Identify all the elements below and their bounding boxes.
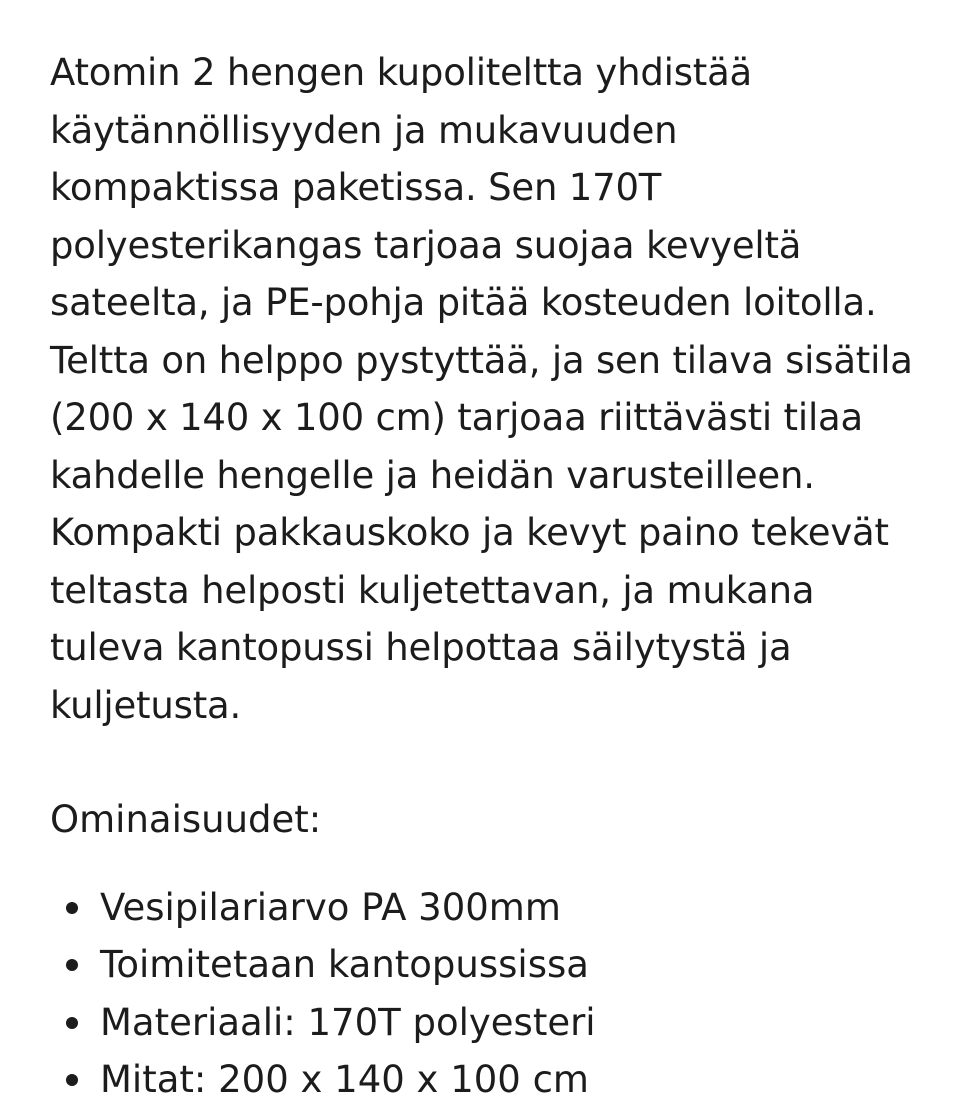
description-line: Teltta on helppo pystyttää, ja sen tilava sisätila [50, 338, 913, 382]
description-line: (200 x 140 x 100 cm) tarjoaa riittävästi tilaa [50, 396, 863, 439]
feature-text: Mitat: 200 x 140 x 100 cm [100, 1058, 589, 1101]
product-description-section [50, 44, 930, 1109]
features-heading: Ominaisuudet: [50, 798, 322, 841]
description-line: teltasta helposti kuljetettavan, ja mukana [50, 568, 815, 612]
description-line: käytännöllisyyden ja mukavuuden [50, 108, 678, 152]
bullet-icon [66, 1017, 78, 1029]
feature-item [50, 936, 930, 994]
description-line: kahdelle hengelle ja heidän varusteilleen. [50, 453, 815, 497]
features-list [50, 879, 930, 1109]
bullet-icon [66, 1074, 78, 1086]
bullet-icon [66, 959, 78, 971]
bullet-icon [66, 902, 78, 914]
description-line: kompaktissa paketissa. Sen 170T [50, 166, 662, 209]
description-line: tuleva kantopussi helpottaa säilytystä ja [50, 626, 792, 669]
description-line: polyesterikangas tarjoaa suojaa kevyeltä [50, 223, 802, 267]
feature-text: Toimitetaan kantopussissa [100, 943, 589, 986]
product-description [50, 44, 930, 734]
feature-item [50, 1051, 930, 1109]
feature-item [50, 879, 930, 937]
feature-text: Vesipilariarvo PA 300mm [100, 885, 561, 929]
feature-item [50, 994, 930, 1052]
description-line: sateelta, ja PE-pohja pitää kosteuden loitolla. [50, 281, 877, 324]
description-line: Kompakti pakkauskoko ja kevyt paino tekevät [50, 511, 889, 554]
description-line: kuljetusta. [50, 683, 242, 727]
description-line: Atomin 2 hengen kupoliteltta yhdistää [50, 51, 753, 94]
feature-text: Materiaali: 170T polyesteri [100, 1000, 596, 1044]
